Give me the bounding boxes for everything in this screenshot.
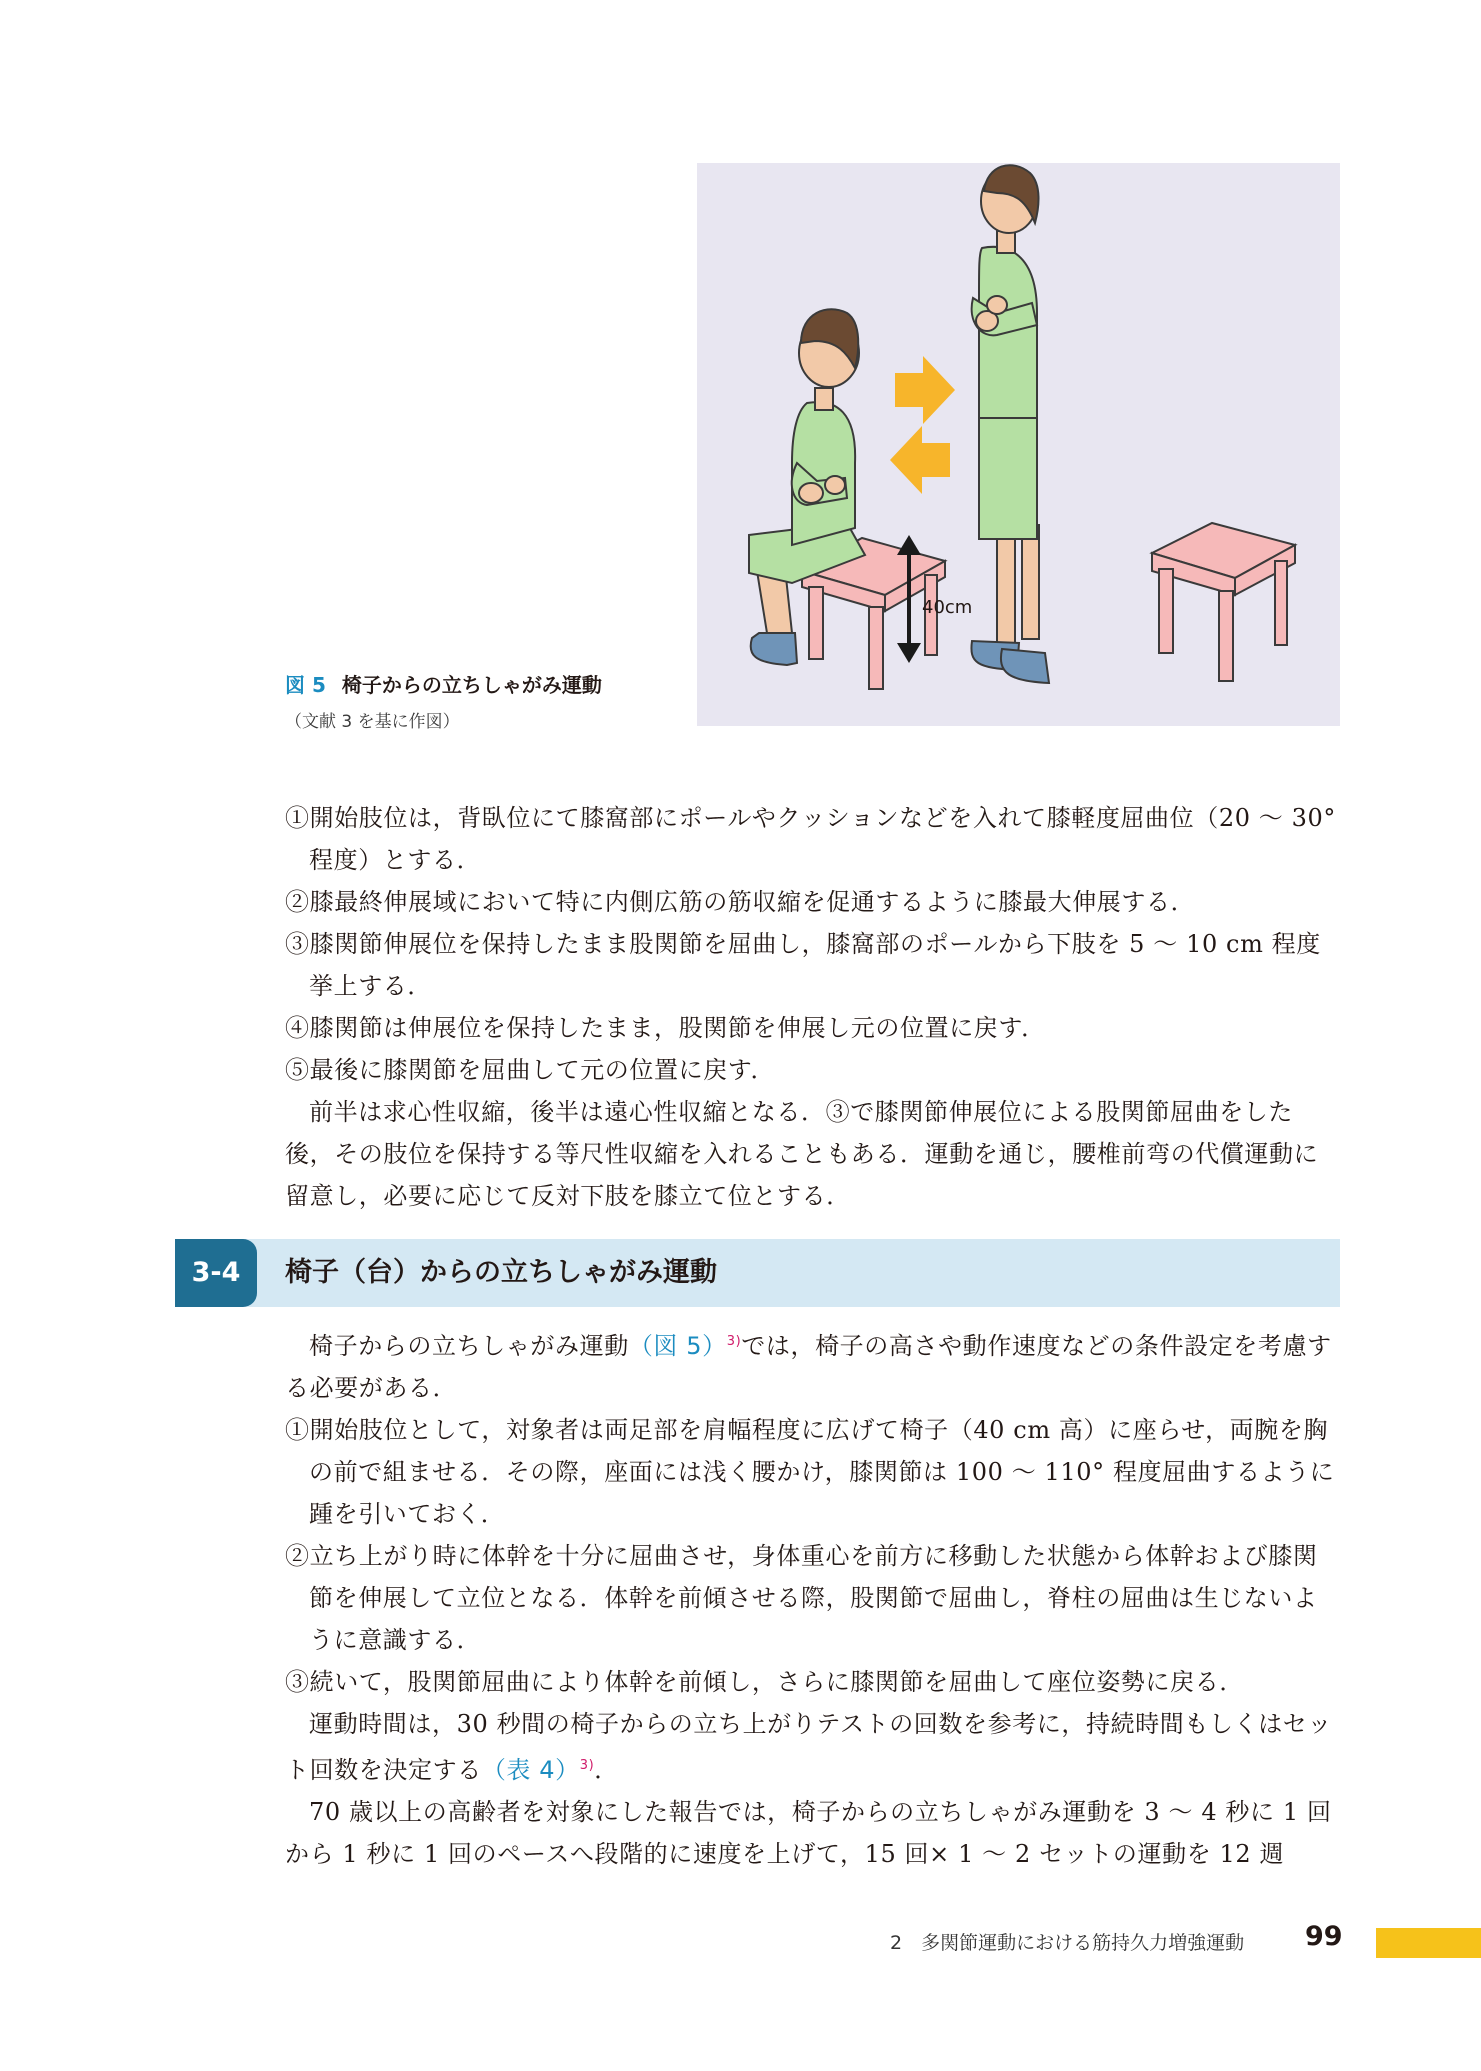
figure-title: 椅子からの立ちしゃがみ運動 [341, 673, 602, 697]
intro-text: 椅子からの立ちしゃがみ運動 [309, 1332, 629, 1360]
standing-person [971, 165, 1049, 683]
list-item: ①開始肢位は，背臥位にて膝窩部にポールやクッションなどを入れて膝軽度屈曲位（20 〜 30°程度）とする． [285, 804, 1336, 874]
figure-reference-link[interactable]: （図 5） [628, 1332, 727, 1360]
steps-top [285, 797, 1340, 1217]
page-tab [1376, 1928, 1481, 1958]
sitting-person [749, 309, 865, 665]
arrow-left-icon [890, 426, 950, 494]
figure-illustration [697, 163, 1340, 726]
figure-label: 図 5 [285, 673, 326, 697]
page-number: 99 [1305, 1921, 1343, 1952]
paragraph [285, 1321, 1340, 1409]
list-item: ①開始肢位として，対象者は両足部を肩幅程度に広げて椅子（40 cm 高）に座らせ，両腕を胸の前で組ませる．その際，座面には浅く腰かけ，膝関節は 100 〜 110° 程度屈曲するように踵を引いておく． [285, 1416, 1335, 1528]
citation-superscript[interactable]: 3) [726, 1334, 742, 1349]
arrow-right-icon [895, 356, 955, 424]
paragraph: 前半は求心性収縮，後半は遠心性収縮となる．③で膝関節伸展位による股関節屈曲をした後，その肢位を保持する等尺性収縮を入れることもある．運動を通じ，腰椎前弯の代償運動に留意し，必要に応じて反対下肢を膝立て位とする． [285, 1098, 1319, 1210]
citation-superscript[interactable]: 3) [579, 1758, 595, 1773]
table-reference-link[interactable]: （表 4） [481, 1756, 580, 1784]
height-label: 40cm [922, 597, 973, 618]
section-title: 椅子（台）からの立ちしゃがみ運動 [285, 1257, 717, 1288]
stool-right [1152, 523, 1295, 681]
figure-source: （文献 3 を基に作図） [285, 712, 460, 732]
paragraph: 70 歳以上の高齢者を対象にした報告では，椅子からの立ちしゃがみ運動を 3 〜 4 秒に 1 回から 1 秒に 1 回のペースへ段階的に速度を上げて，15 回× 1 〜 2 セットの運動を 12 週 [285, 1798, 1332, 1868]
intro-text-after: では，椅子の高さや動作速度などの条件設定を考慮する必要がある． [285, 1332, 1332, 1402]
time-text: 運動時間は，30 秒間の椅子からの立ち上がりテストの回数を参考に，持続時間もしくはセット回数を決定する [285, 1710, 1333, 1784]
list-item: ④膝関節は伸展位を保持したまま，股関節を伸展し元の位置に戻す． [285, 1014, 1046, 1042]
list-item: ⑤最後に膝関節を屈曲して元の位置に戻す． [285, 1056, 776, 1084]
list-item: ②膝最終伸展域において特に内側広筋の筋収縮を促通するように膝最大伸展する． [285, 888, 1196, 916]
list-item: ②立ち上がり時に体幹を十分に屈曲させ，身体重心を前方に移動した状態から体幹および膝関節を伸展して立位となる．体幹を前傾させる際，股関節で屈曲し，脊柱の屈曲は生じないように意識する． [285, 1542, 1318, 1654]
paragraph [285, 1703, 1340, 1791]
time-text-after: ． [594, 1756, 619, 1784]
chapter-footer: 2 多関節運動における筋持久力増強運動 [890, 1932, 1245, 1954]
section-body [285, 1321, 1340, 1875]
sit-to-stand-illustration [697, 163, 1340, 726]
list-item: ③膝関節伸展位を保持したまま股関節を屈曲し，膝窩部のポールから下肢を 5 〜 10 cm 程度挙上する． [285, 930, 1321, 1000]
figure-caption [285, 669, 602, 698]
section-header [175, 1239, 1340, 1307]
list-item: ③続いて，股関節屈曲により体幹を前傾し，さらに膝関節を屈曲して座位姿勢に戻る． [285, 1668, 1244, 1696]
section-number: 3-4 [175, 1239, 257, 1307]
